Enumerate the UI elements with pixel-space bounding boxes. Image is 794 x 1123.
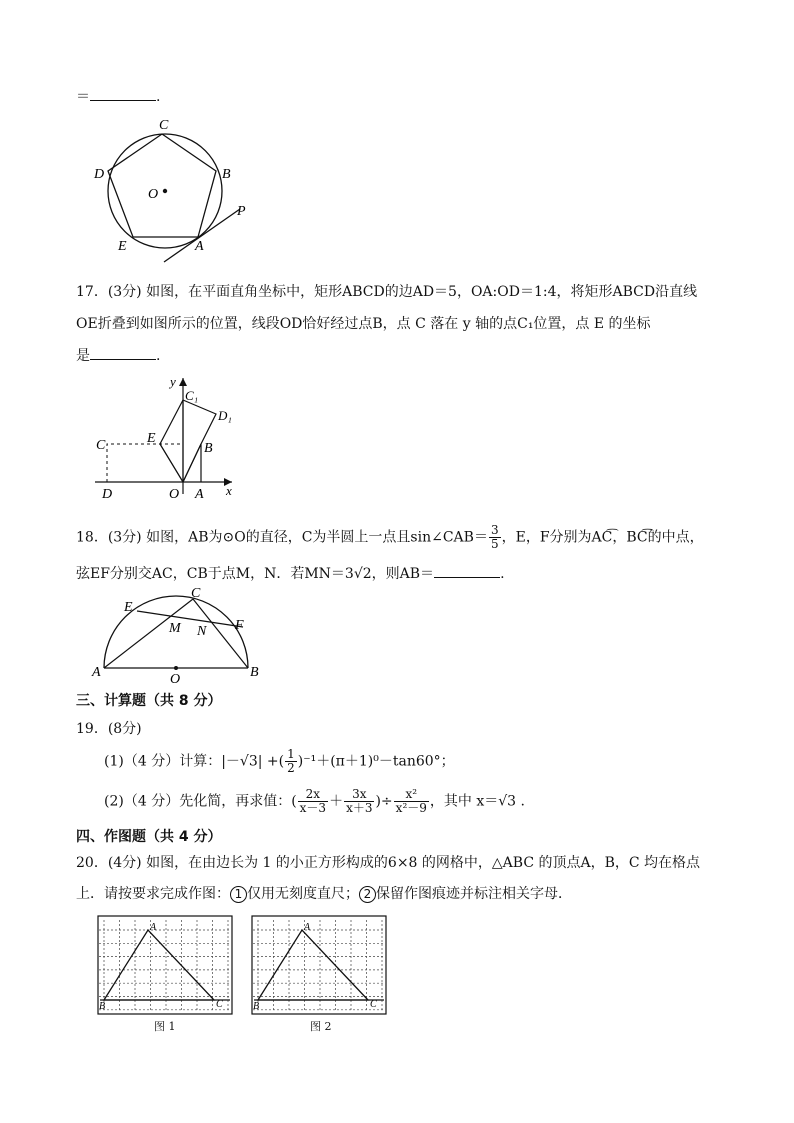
q18-text2: 弦EF分别交AC，CB于点M，N．若MN＝3√2，则AB＝	[76, 566, 435, 582]
q18-period: .	[500, 566, 505, 582]
q19-p2-tail: ，其中 x＝√3 .	[429, 793, 525, 810]
q19-number: 19．(8分)	[76, 721, 142, 737]
q19-p2-f1-den: x－3	[299, 801, 327, 815]
fig18-label-n: N	[197, 624, 207, 639]
q19-p1-expr-b: )⁻¹＋(π＋1)⁰－tan60°；	[297, 753, 455, 770]
q20-line2	[76, 883, 572, 903]
q17-line3	[76, 345, 160, 365]
q20-text2b: 仅用无刻度直尺；	[247, 886, 359, 902]
q18-number: 18．(3分)	[76, 529, 142, 546]
fig18-label-e: E	[124, 600, 133, 615]
q19-p1-fraction	[285, 748, 297, 775]
q18-figure	[88, 584, 268, 686]
fig18-label-c: C	[191, 586, 201, 601]
fig16-label-d: D	[94, 167, 105, 182]
q19-p2-frac2	[344, 788, 374, 815]
section-4-heading: 四、作图题（共 4 分）	[76, 829, 222, 845]
q17-line1	[76, 281, 697, 301]
fig16-label-b: B	[222, 167, 231, 182]
q16-period: .	[156, 89, 161, 105]
q16-equals: ＝	[76, 89, 90, 105]
fig16-label-p: P	[237, 204, 246, 219]
fig17-label-b: B	[204, 441, 213, 456]
fig17-label-x: x	[226, 483, 232, 498]
grid2-label-c: C	[370, 999, 377, 1010]
q19-p2-f3-num: x²	[394, 788, 429, 802]
fig18-label-b: B	[250, 665, 259, 680]
q17-text1: 如图，在平面直角坐标中，矩形ABCD的边AD＝5，OA:OD＝1:4，将矩形ABCD沿直线	[146, 284, 698, 300]
fig17-label-c1: C₁	[185, 388, 199, 403]
fig18-label-m: M	[169, 621, 181, 636]
fig17-label-a: A	[195, 487, 204, 502]
q18-line1	[76, 524, 704, 551]
q19-p1-label: (1)（4 分）计算：	[104, 753, 222, 770]
q19-p2-label: (2)（4 分）先化简，再求值：(	[104, 793, 297, 810]
q18-text1: 如图，AB为⊙O的直径，C为半圆上一点且sin∠CAB＝	[146, 529, 488, 546]
q19-p2-f2-den: x＋3	[346, 801, 373, 815]
section-3-heading: 三、计算题（共 8 分）	[76, 693, 222, 709]
q19-p1-expr-a: |－√3| +(	[221, 753, 285, 770]
q16-blank[interactable]	[90, 100, 156, 101]
q19-p2-frac3	[394, 788, 429, 815]
fig17-label-d1: D₁	[218, 408, 232, 423]
fig2-caption: 图 2	[310, 1020, 332, 1033]
grid1-label-c: C	[216, 999, 223, 1010]
grid-lines-2	[253, 920, 385, 1012]
grid2-label-b: B	[253, 1001, 260, 1012]
grid1-label-b: B	[99, 1001, 106, 1012]
q18-frac-den: 5	[490, 537, 499, 551]
q19-part2	[104, 788, 525, 815]
q18-text1-end: ，E，F分别为AC͡，BC͡的中点，	[501, 529, 704, 546]
q19-p1-frac-den: 2	[287, 761, 295, 775]
q20-grid-figure-2	[250, 914, 390, 1018]
grid2-label-a: A	[304, 922, 311, 933]
q16-answer-line	[76, 86, 160, 106]
q20-number: 20．(4分)	[76, 855, 142, 871]
grid1-label-a: A	[150, 922, 157, 933]
q19-p2-plus: ＋	[329, 793, 344, 810]
q17-line2: OE折叠到如图所示的位置，线段OD恰好经过点B，点 C 落在 y 轴的点C₁位置，点 E 的坐标	[76, 316, 651, 332]
q17-period: .	[156, 348, 161, 364]
q17-figure	[90, 372, 240, 502]
grid-lines-1	[99, 920, 231, 1012]
q18-line2	[76, 563, 505, 583]
fig18-label-o: O	[170, 672, 181, 686]
circled-two-icon: 2	[359, 886, 376, 903]
q18-fraction	[489, 524, 501, 551]
q17-text3: 是	[76, 348, 90, 364]
q20-grid-figure-1	[96, 914, 236, 1018]
circled-one-icon: 1	[230, 886, 247, 903]
q19-p2-f2-num: 3x	[344, 788, 374, 802]
q20-text1: 如图，在由边长为 1 的小正方形构成的6×8 的网格中，△ABC 的顶点A，B，C 均在格点	[146, 855, 701, 871]
fig18-label-f: F	[235, 618, 244, 633]
fig17-label-o: O	[169, 487, 180, 502]
fig16-label-c: C	[159, 118, 169, 133]
fig18-label-a: A	[92, 665, 101, 680]
q20-text2c: 保留作图痕迹并标注相关字母．	[376, 886, 572, 902]
q18-blank[interactable]	[434, 577, 500, 578]
q19-p2-f1-num: 2x	[298, 788, 328, 802]
q20-line1	[76, 852, 700, 872]
q19-p2-frac1	[298, 788, 328, 815]
fig1-caption: 图 1	[154, 1020, 176, 1033]
q17-number: 17．(3分)	[76, 284, 142, 300]
q19-p1-frac-num: 1	[287, 747, 295, 761]
q19-part1	[104, 748, 455, 775]
q18-frac-num: 3	[490, 523, 499, 537]
fig16-label-o: O	[148, 187, 159, 202]
q16-figure	[88, 112, 258, 264]
fig17-label-c: C	[96, 438, 106, 453]
q19-p2-f3-den: x²－9	[395, 801, 427, 815]
q20-text2a: 上．请按要求完成作图：	[76, 886, 230, 902]
q19-p2-div: )÷	[375, 793, 393, 810]
fig17-label-y: y	[170, 374, 176, 389]
fig16-label-a: A	[195, 239, 204, 254]
fig16-label-e: E	[118, 239, 127, 254]
q17-blank[interactable]	[90, 359, 156, 360]
fig17-label-d: D	[102, 487, 113, 502]
fig17-label-e: E	[147, 431, 156, 446]
